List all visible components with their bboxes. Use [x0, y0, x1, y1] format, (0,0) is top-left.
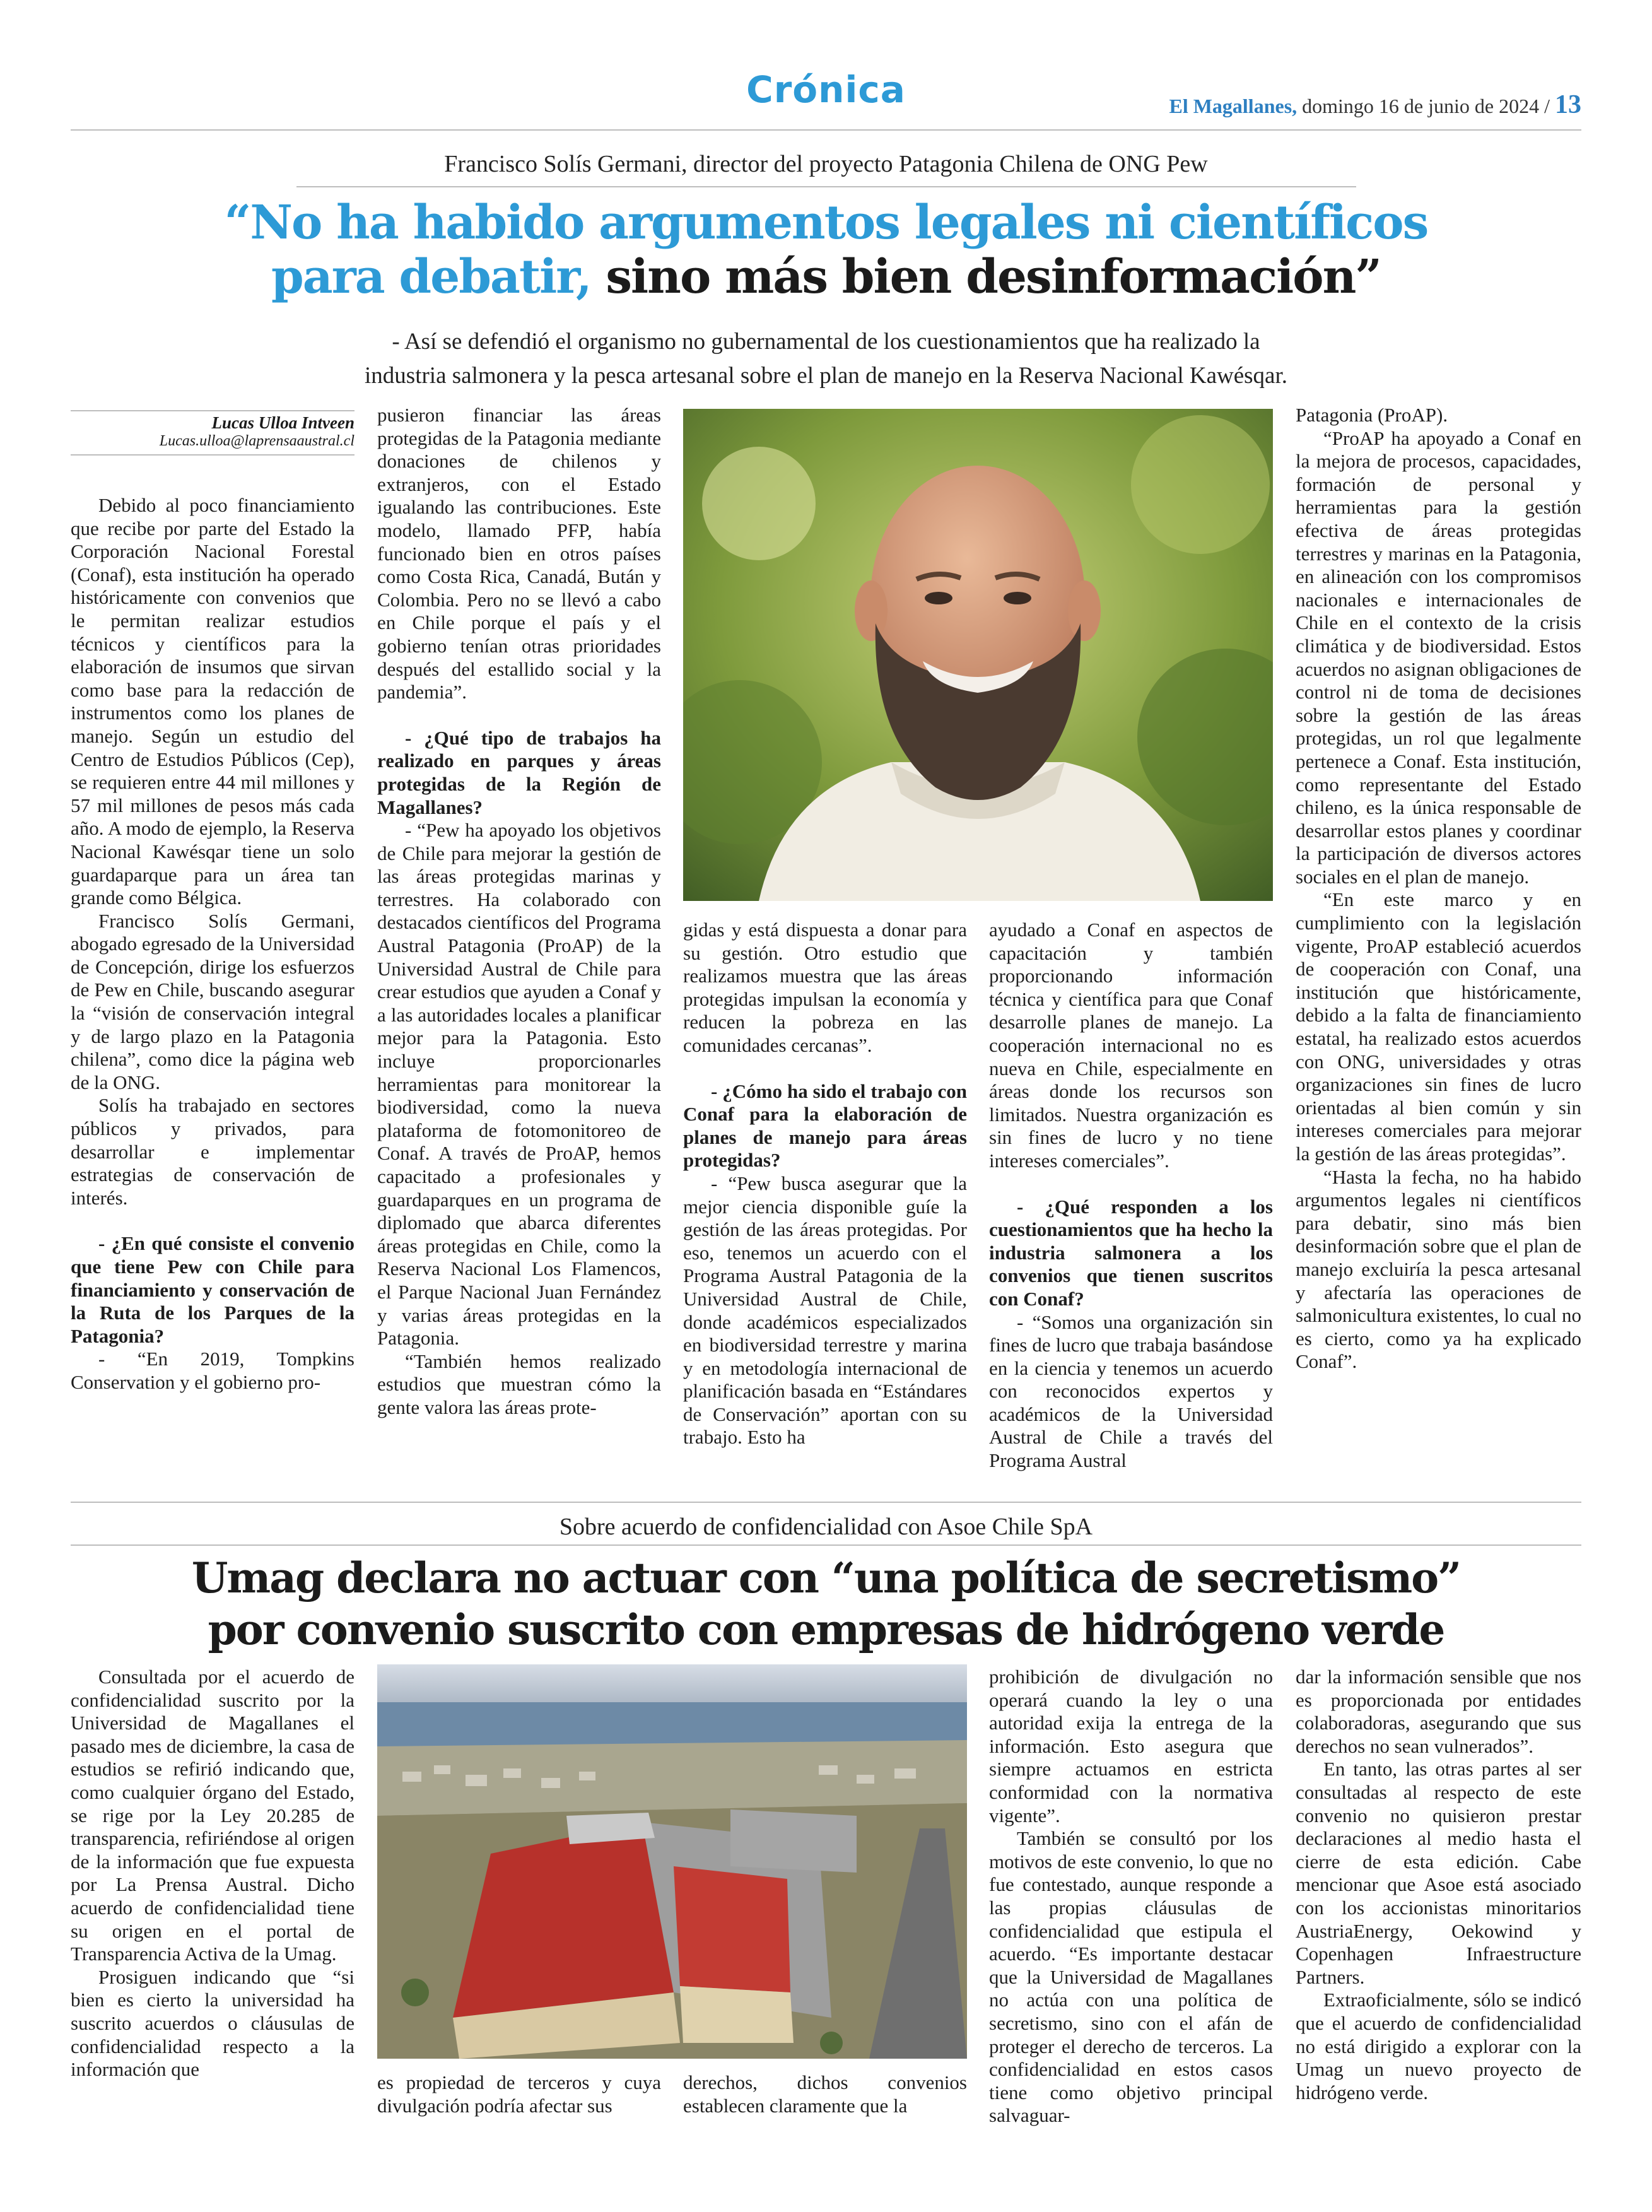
article1-headline	[63, 196, 1589, 304]
article2-kicker-rule	[71, 1544, 1581, 1546]
article-paragraph: - “Pew busca asegurar que la mejor ciencia disponible guíe la gestión de las áreas protegidas. Por eso, tenemos un acuerdo con el Programa Austral Patagonia de la Universidad Austral de Chile, donde académicos especializados en biodiversidad terrestre y marina y en metodología internacional de planificación basada en “Estándares de Conservación” aportan con su trabajo. Esto ha	[683, 1172, 967, 1449]
article-paragraph: es propiedad de terceros y cuya divulgación podría afectar sus	[377, 2071, 661, 2117]
article-paragraph: Extraoficialmente, sólo se indicó que el acuerdo de confidencialidad no está dirigido a explorar con la Umag un nuevo proyecto de hidrógeno verde.	[1296, 1989, 1581, 2103]
byline-rule	[71, 410, 354, 411]
headline-line-1: “No ha habido argumentos legales ni científicos	[224, 196, 1428, 250]
headline-line-2-black: sino más bien desinformación”	[590, 250, 1381, 304]
article2-column-5	[1296, 1666, 1581, 2104]
interview-question: - ¿En qué consiste el convenio que tiene Pew con Chile para financiamiento y conservación de la Ruta de los Parques de la Patagonia?	[71, 1232, 354, 1347]
article-paragraph: Francisco Solís Germani, abogado egresado de la Universidad de Concepción, dirige los esfuerzos de Pew en Chile, buscando asegurar la “visión de conservación integral y de largo plazo en la Patagonia chilena”, como dice la página web de la ONG.	[71, 909, 354, 1093]
article-paragraph: Prosiguen indicando que “si bien es cierto la universidad ha suscrito acuerdos o cláusulas de confidencialidad respecto a la información que	[71, 1965, 354, 2081]
aerial-campus-photo	[377, 1664, 967, 2059]
article1-kicker: Francisco Solís Germani, director del proyecto Patagonia Chilena de ONG Pew	[444, 151, 1208, 177]
folio-separator: /	[1544, 95, 1550, 117]
folio	[1169, 90, 1581, 120]
article1-column-4	[989, 919, 1273, 1473]
article-paragraph: “Hasta la fecha, no ha habido argumentos legales ni científicos para debatir, sino más bien desinformación sobre que el plan de manejo excluiría la pesca artesanal y afectaría las operaciones de salmonicultura existentes, lo cual no es cierto, como ya ha explicado Conaf”.	[1296, 1165, 1581, 1373]
article1-column-3	[683, 919, 967, 1449]
article-paragraph: Debido al poco financiamiento que recibe por parte del Estado la Corporación Nacional Forestal (Conaf), esta institución ha operado históricamente con convenios que le permitan realizar estudios técnicos y científicos para la elaboración de insumos que sirvan como base para la redacción de instrumentos como los planes de manejo. Según un estudio del Centro de Estudios Públicos (Cep), se requieren entre 44 mil millones y 57 mil millones de pesos más cada año. A modo de ejemplo, la Reserva Nacional Kawésqar tiene un solo guardaparque para un área tan grande como Bélgica.	[71, 494, 354, 909]
byline-name: Lucas Ulloa Intveen	[211, 413, 354, 432]
portrait-photo	[683, 409, 1273, 901]
article2-headline-line-2: por convenio suscrito con empresas de hidrógeno verde	[208, 1605, 1444, 1654]
article-paragraph: “ProAP ha apoyado a Conaf en la mejora de procesos, capacidades, formación de personal y herramientas para la gestión efectiva de áreas protegidas terrestres y marinas en la Patagonia, en alineación con los compromisos nacionales e internacionales de Chile en el contexto de la crisis climática y de biodiversidad. Estos acuerdos no asignan obligaciones de control ni de toma de decisiones sobre la gestión de las áreas protegidas, un rol que legalmente pertenece a Conaf. Esta institución, como representante del Estado chileno, es la única responsable de desarrollar estos planes y coordinar la participación de diversos actores sociales en el plan de manejo.	[1296, 427, 1581, 888]
header-rule	[71, 129, 1581, 131]
page-number: 13	[1555, 90, 1581, 119]
kicker-rule	[296, 186, 1356, 187]
article2-headline-line-1: Umag declara no actuar con “una política de secretismo”	[191, 1553, 1461, 1603]
article-paragraph: Patagonia (ProAP).	[1296, 404, 1448, 426]
deck-line-2: industria salmonera y la pesca artesanal sobre el plan de manejo en la Reserva Nacional Kawésqar.	[365, 363, 1287, 389]
article2-column-3	[683, 2071, 967, 2117]
portrait-illustration	[683, 409, 1273, 901]
article2-headline	[63, 1552, 1589, 1656]
article-paragraph: “En este marco y en cumplimiento con la legislación vigente, ProAP estableció acuerdos de cooperación con Conaf, una institución que históricamente, debido a la falta de financiamiento estatal, ha realizado estos acuerdos con ONG, universidades y otras organizaciones sin fines de lucro orientadas al bien común y sin intereses comerciales para mejorar la gestión de las áreas protegidas”.	[1296, 888, 1581, 1165]
headline-line-2-blue: para debatir,	[271, 250, 591, 304]
article-paragraph: Solís ha trabajado en sectores públicos y privados, para desarrollar e implementar estrategias de conservación de interés.	[71, 1094, 354, 1209]
article-paragraph: - “Pew ha apoyado los objetivos de Chile para mejorar la gestión de las áreas protegidas marinas y terrestres. Ha colaborado con destacados científicos del Programa Austral Patagonia (ProAP) de la Universidad Austral de Chile para crear estudios que ayuden a Conaf y a las autoridades locales a planificar mejor para la Patagonia. Esto incluye proporcionarles herramientas para monitorear la biodiversidad, como la nueva plataforma de fotomonitoreo de Conaf. A través de ProAP, hemos capacitado a profesionales y guardaparques en un programa de diplomado que abarca diferentes áreas protegidas en Chile, como la Reserva Nacional Los Flamencos, el Parque Nacional Juan Fernández y varias áreas protegidas en la Patagonia.	[377, 819, 661, 1350]
paper-name: El Magallanes,	[1169, 95, 1298, 117]
article-paragraph: “También hemos realizado estudios que muestran cómo la gente valora las áreas prote-	[377, 1350, 661, 1418]
article2-kicker: Sobre acuerdo de confidencialidad con Asoe Chile SpA	[559, 1514, 1093, 1540]
interview-question: - ¿Cómo ha sido el trabajo con Conaf para la elaboración de planes de manejo para áreas protegidas?	[683, 1080, 967, 1172]
article1-column-5	[1296, 404, 1581, 1374]
article2-column-1	[71, 1666, 354, 2081]
byline-rule-bottom	[71, 454, 354, 456]
article2-column-4	[989, 1666, 1273, 2127]
issue-date: domingo 16 de junio de 2024	[1297, 95, 1540, 117]
article-paragraph: derechos, dichos convenios establecen claramente que la	[683, 2071, 967, 2117]
article-paragraph: También se consultó por los motivos de este convenio, lo que no fue contestado, aunque responde a las propias cláusulas de confidencialidad que estipula el acuerdo. “Es importante destacar que la Universidad de Magallanes no actúa con una política de secretismo, sino con el afán de proteger el derecho de terceros. La confidencialidad en estos casos tiene como objetivo principal salvaguar-	[989, 1827, 1273, 2127]
article1-column-1	[71, 494, 354, 1394]
article2-top-rule	[71, 1502, 1581, 1503]
aerial-illustration	[377, 1664, 967, 2059]
interview-question: - ¿Qué responden a los cuestionamientos que ha hecho la industria salmonera a los convenios que tienen suscritos con Conaf?	[989, 1195, 1273, 1310]
article1-column-2	[377, 404, 661, 1420]
article-paragraph: - “Somos una organización sin fines de lucro que trabaja basándose en la ciencia y tenemos un acuerdo con reconocidos expertos y académicos de la Universidad Austral de Chile a través del Programa Austral	[989, 1310, 1273, 1472]
article-paragraph: En tanto, las otras partes al ser consultadas al respecto de este convenio no quisieron prestar declaraciones al medio hasta el cierre de esta edición. Cabe mencionar que Asoe está asociado con los accionistas minoritarios AustriaEnergy, Oekowind y Copenhagen Infraestructure Partners.	[1296, 1758, 1581, 1988]
article-paragraph: dar la información sensible que nos es proporcionada por entidades colaboradoras, asegurando que sus derechos no sean vulnerados”.	[1296, 1666, 1581, 1757]
article1-deck	[126, 325, 1526, 393]
article-paragraph: - “En 2019, Tompkins Conservation y el gobierno pro-	[71, 1348, 354, 1393]
article-paragraph: prohibición de divulgación no operará cuando la ley o una autoridad exija la entrega de la información. Esto asegura que siempre actuamos en estricta conformidad con la normativa vigente”.	[989, 1666, 1273, 1827]
article2-column-2	[377, 2071, 661, 2117]
deck-line-1: - Así se defendió el organismo no gubernamental de los cuestionamientos que ha realizado la	[392, 329, 1260, 355]
byline-email: Lucas.ulloa@laprensaaustral.cl	[159, 433, 354, 449]
article-paragraph: Consultada por el acuerdo de confidencialidad suscrito por la Universidad de Magallanes el pasado mes de diciembre, la casa de estudios se refirió indicando que, como cualquier órgano del Estado, se rige por la Ley 20.285 de transparencia, refiriéndose al origen de la información que fue expuesta por La Prensa Austral. Dicho acuerdo de confidencialidad tiene su origen en el portal de Transparencia Activa de la Umag.	[71, 1666, 354, 1965]
section-name: Crónica	[746, 68, 906, 111]
interview-question: - ¿Qué tipo de trabajos ha realizado en parques y áreas protegidas de la Región de Magallanes?	[377, 726, 661, 818]
article-paragraph: ayudado a Conaf en aspectos de capacitación y también proporcionando información técnica y científica para que Conaf desarrolle planes de manejo. La cooperación internacional no es nueva en Chile, especialmente en áreas donde los recursos son limitados. Nuestra organización es sin fines de lucro y no tiene intereses comerciales”.	[989, 919, 1273, 1172]
article-paragraph: gidas y está dispuesta a donar para su gestión. Otro estudio que realizamos muestra que las áreas protegidas impulsan la economía y reducen la pobreza en las comunidades cercanas”.	[683, 919, 967, 1056]
byline	[71, 413, 354, 450]
article-paragraph: pusieron financiar las áreas protegidas de la Patagonia mediante donaciones de chilenos y extranjeros, con el Estado igualando las contribuciones. Este modelo, llamado PFP, había funcionado bien en otros países como Costa Rica, Canadá, Bután y Colombia. Pero no se llevó a cabo en Chile porque el país y el gobierno tenían otras prioridades después del estallido social y la pandemia”.	[377, 404, 661, 703]
